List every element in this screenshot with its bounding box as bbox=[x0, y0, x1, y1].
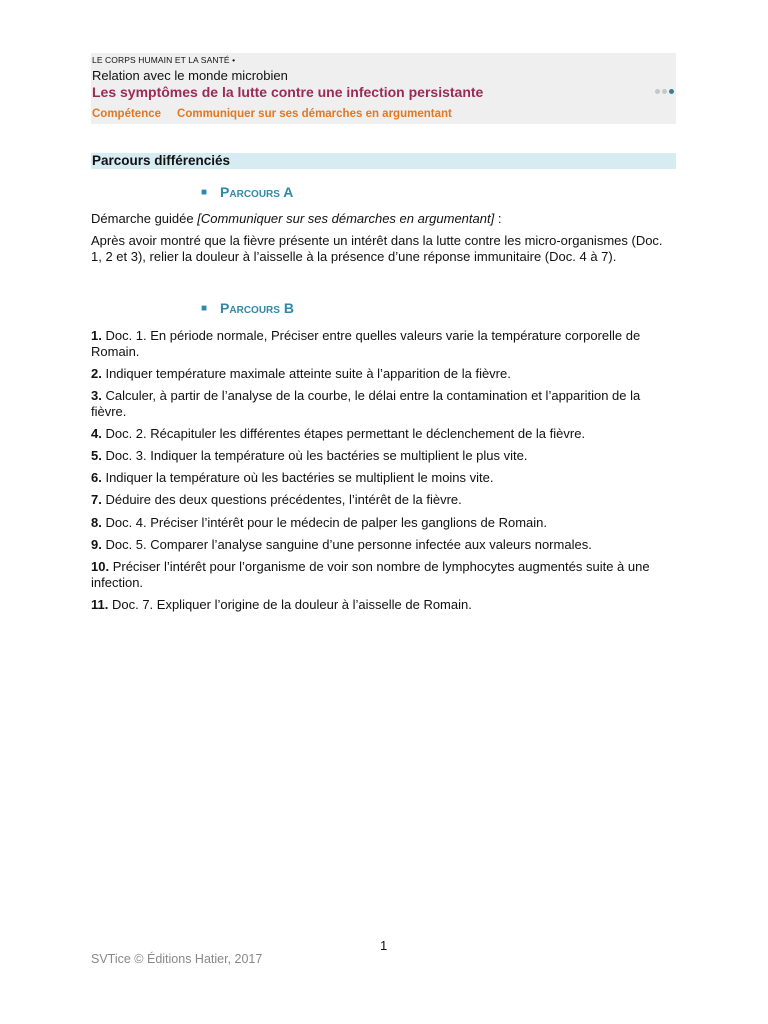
parcours-a-heading bbox=[201, 184, 293, 200]
question-text: Déduire des deux questions précédentes, l’intérêt de la fièvre. bbox=[105, 492, 462, 507]
page-title: Les symptômes de la lutte contre une infection persistante bbox=[92, 84, 484, 100]
parcours-b-heading bbox=[201, 300, 294, 316]
question-item bbox=[91, 537, 676, 553]
question-text: Doc. 5. Comparer l’analyse sanguine d’une personne infectée aux valeurs normales. bbox=[105, 537, 592, 552]
question-number: 2. bbox=[91, 366, 102, 381]
question-text: Doc. 3. Indiquer la température où les bactéries se multiplient le plus vite. bbox=[105, 448, 528, 463]
three-dots-progress-icon bbox=[655, 89, 674, 94]
question-text: Indiquer température maximale atteinte suite à l’apparition de la fièvre. bbox=[105, 366, 511, 381]
document-header bbox=[91, 53, 676, 124]
parcours-a-intro bbox=[91, 211, 676, 227]
question-item bbox=[91, 515, 676, 531]
question-item bbox=[91, 559, 676, 590]
competence-label: Compétence bbox=[92, 108, 162, 120]
question-number: 8. bbox=[91, 515, 102, 530]
intro-plain: Démarche guidée bbox=[91, 211, 198, 226]
question-number: 4. bbox=[91, 426, 102, 441]
question-text: Doc. 4. Préciser l’intérêt pour le médecin de palper les ganglions de Romain. bbox=[105, 515, 547, 530]
question-item bbox=[91, 448, 676, 464]
competence-value: Communiquer sur ses démarches en argumentant bbox=[177, 108, 452, 120]
question-item bbox=[91, 492, 676, 508]
question-item bbox=[91, 388, 676, 419]
header-category: LE CORPS HUMAIN ET LA SANTÉ • bbox=[92, 55, 236, 65]
intro-italic: [Communiquer sur ses démarches en argumentant] bbox=[197, 211, 495, 226]
dot-icon bbox=[655, 89, 660, 94]
question-item bbox=[91, 328, 676, 359]
section-title: Parcours différenciés bbox=[92, 153, 231, 168]
parcours-a-body: Après avoir montré que la fièvre présente un intérêt dans la lutte contre les micro-organismes (Doc. 1, 2 et 3), relier la douleur à l’aisselle à la présence d’une réponse immunitaire (Doc. 4 à 7). bbox=[91, 233, 663, 264]
question-number: 7. bbox=[91, 492, 102, 507]
question-text: Doc. 2. Récapituler les différentes étapes permettant le déclenchement de la fièvre. bbox=[105, 426, 586, 441]
question-number: 6. bbox=[91, 470, 102, 485]
question-text: Calculer, à partir de l’analyse de la courbe, le délai entre la contamination et l’apparition de la fièvre. bbox=[91, 388, 641, 419]
question-text: Indiquer la température où les bactéries se multiplient le moins vite. bbox=[105, 470, 494, 485]
question-text: Préciser l’intérêt pour l’organisme de voir son nombre de lymphocytes augmentés suite à une infection. bbox=[91, 559, 650, 590]
question-number: 10. bbox=[91, 559, 110, 574]
question-number: 1. bbox=[91, 328, 102, 343]
question-text: Doc. 7. Expliquer l’origine de la douleur à l’aisselle de Romain. bbox=[111, 597, 472, 612]
header-subtitle: Relation avec le monde microbien bbox=[92, 68, 288, 83]
question-text: Doc. 1. En période normale, Préciser entre quelles valeurs varie la température corporelle de Romain. bbox=[91, 328, 641, 359]
question-item bbox=[91, 426, 676, 442]
parcours-b-label: Parcours B bbox=[220, 300, 294, 316]
section-heading-bar bbox=[91, 153, 676, 169]
question-number: 9. bbox=[91, 537, 102, 552]
page-number: 1 bbox=[380, 938, 388, 953]
footer-copyright: SVTice © Éditions Hatier, 2017 bbox=[91, 952, 263, 966]
question-number: 11. bbox=[91, 597, 109, 612]
question-item bbox=[91, 470, 676, 486]
square-bullet-icon: ■ bbox=[201, 187, 208, 198]
parcours-a-label: Parcours A bbox=[220, 184, 294, 200]
question-number: 5. bbox=[91, 448, 102, 463]
competence-line bbox=[92, 108, 452, 120]
intro-end: : bbox=[494, 211, 502, 226]
dot-active-icon bbox=[669, 89, 674, 94]
question-number: 3. bbox=[91, 388, 102, 403]
square-bullet-icon: ■ bbox=[201, 303, 208, 314]
question-item bbox=[91, 366, 676, 382]
dot-icon bbox=[662, 89, 667, 94]
question-item bbox=[91, 597, 676, 613]
